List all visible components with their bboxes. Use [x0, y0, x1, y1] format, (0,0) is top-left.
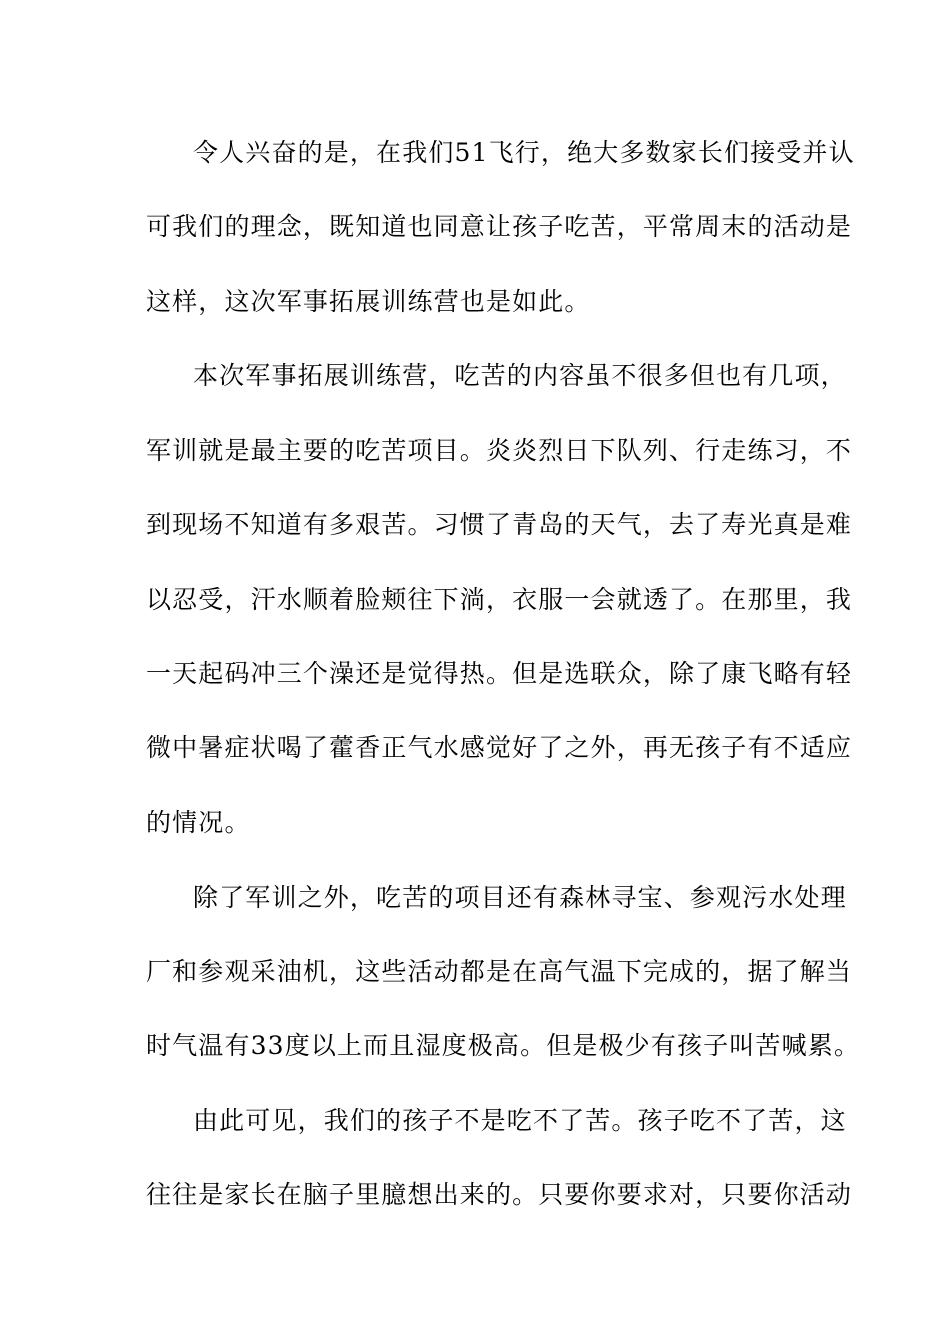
paragraph-2-line-1: 本次军事拓展训练营，吃苦的内容虽不很多但也有几项， — [193, 361, 847, 390]
paragraph-1-line-3: 这样，这次军事拓展训练营也是如此。 — [146, 287, 591, 316]
paragraph-3-line-3: 时气温有33度以上而且湿度极高。但是极少有孩子叫苦喊累。 — [146, 1031, 861, 1060]
paragraph-2-line-2: 军训就是最主要的吃苦项目。炎炎烈日下队列、行走练习，不 — [146, 436, 853, 465]
paragraph-2-line-3: 到现场不知道有多艰苦。习惯了青岛的天气，去了寿光真是难 — [146, 510, 853, 539]
paragraph-1-line-2: 可我们的理念，既知道也同意让孩子吃苦，平常周末的活动是 — [146, 212, 853, 241]
paragraph-3-line-2: 厂和参观采油机，这些活动都是在高气温下完成的，据了解当 — [146, 957, 853, 986]
paragraph-4-line-1: 由此可见，我们的孩子不是吃不了苦。孩子吃不了苦，这 — [193, 1106, 847, 1135]
paragraph-2-line-7: 的情况。 — [146, 808, 251, 837]
paragraph-2-line-5: 一天起码冲三个澡还是觉得热。但是选联众，除了康飞略有轻 — [146, 659, 853, 688]
paragraph-2-line-4: 以忍受，汗水顺着脸颊往下淌，衣服一会就透了。在那里，我 — [146, 585, 853, 614]
paragraph-1-line-1: 令人兴奋的是，在我们51飞行，绝大多数家长们接受并认 — [193, 138, 855, 167]
paragraph-3-line-1: 除了军训之外，吃苦的项目还有森林寻宝、参观污水处理 — [193, 883, 847, 912]
paragraph-4-line-2: 往往是家长在脑子里臆想出来的。只要你要求对，只要你活动 — [146, 1180, 853, 1209]
paragraph-2-line-6: 微中暑症状喝了藿香正气水感觉好了之外，再无孩子有不适应 — [146, 733, 853, 762]
